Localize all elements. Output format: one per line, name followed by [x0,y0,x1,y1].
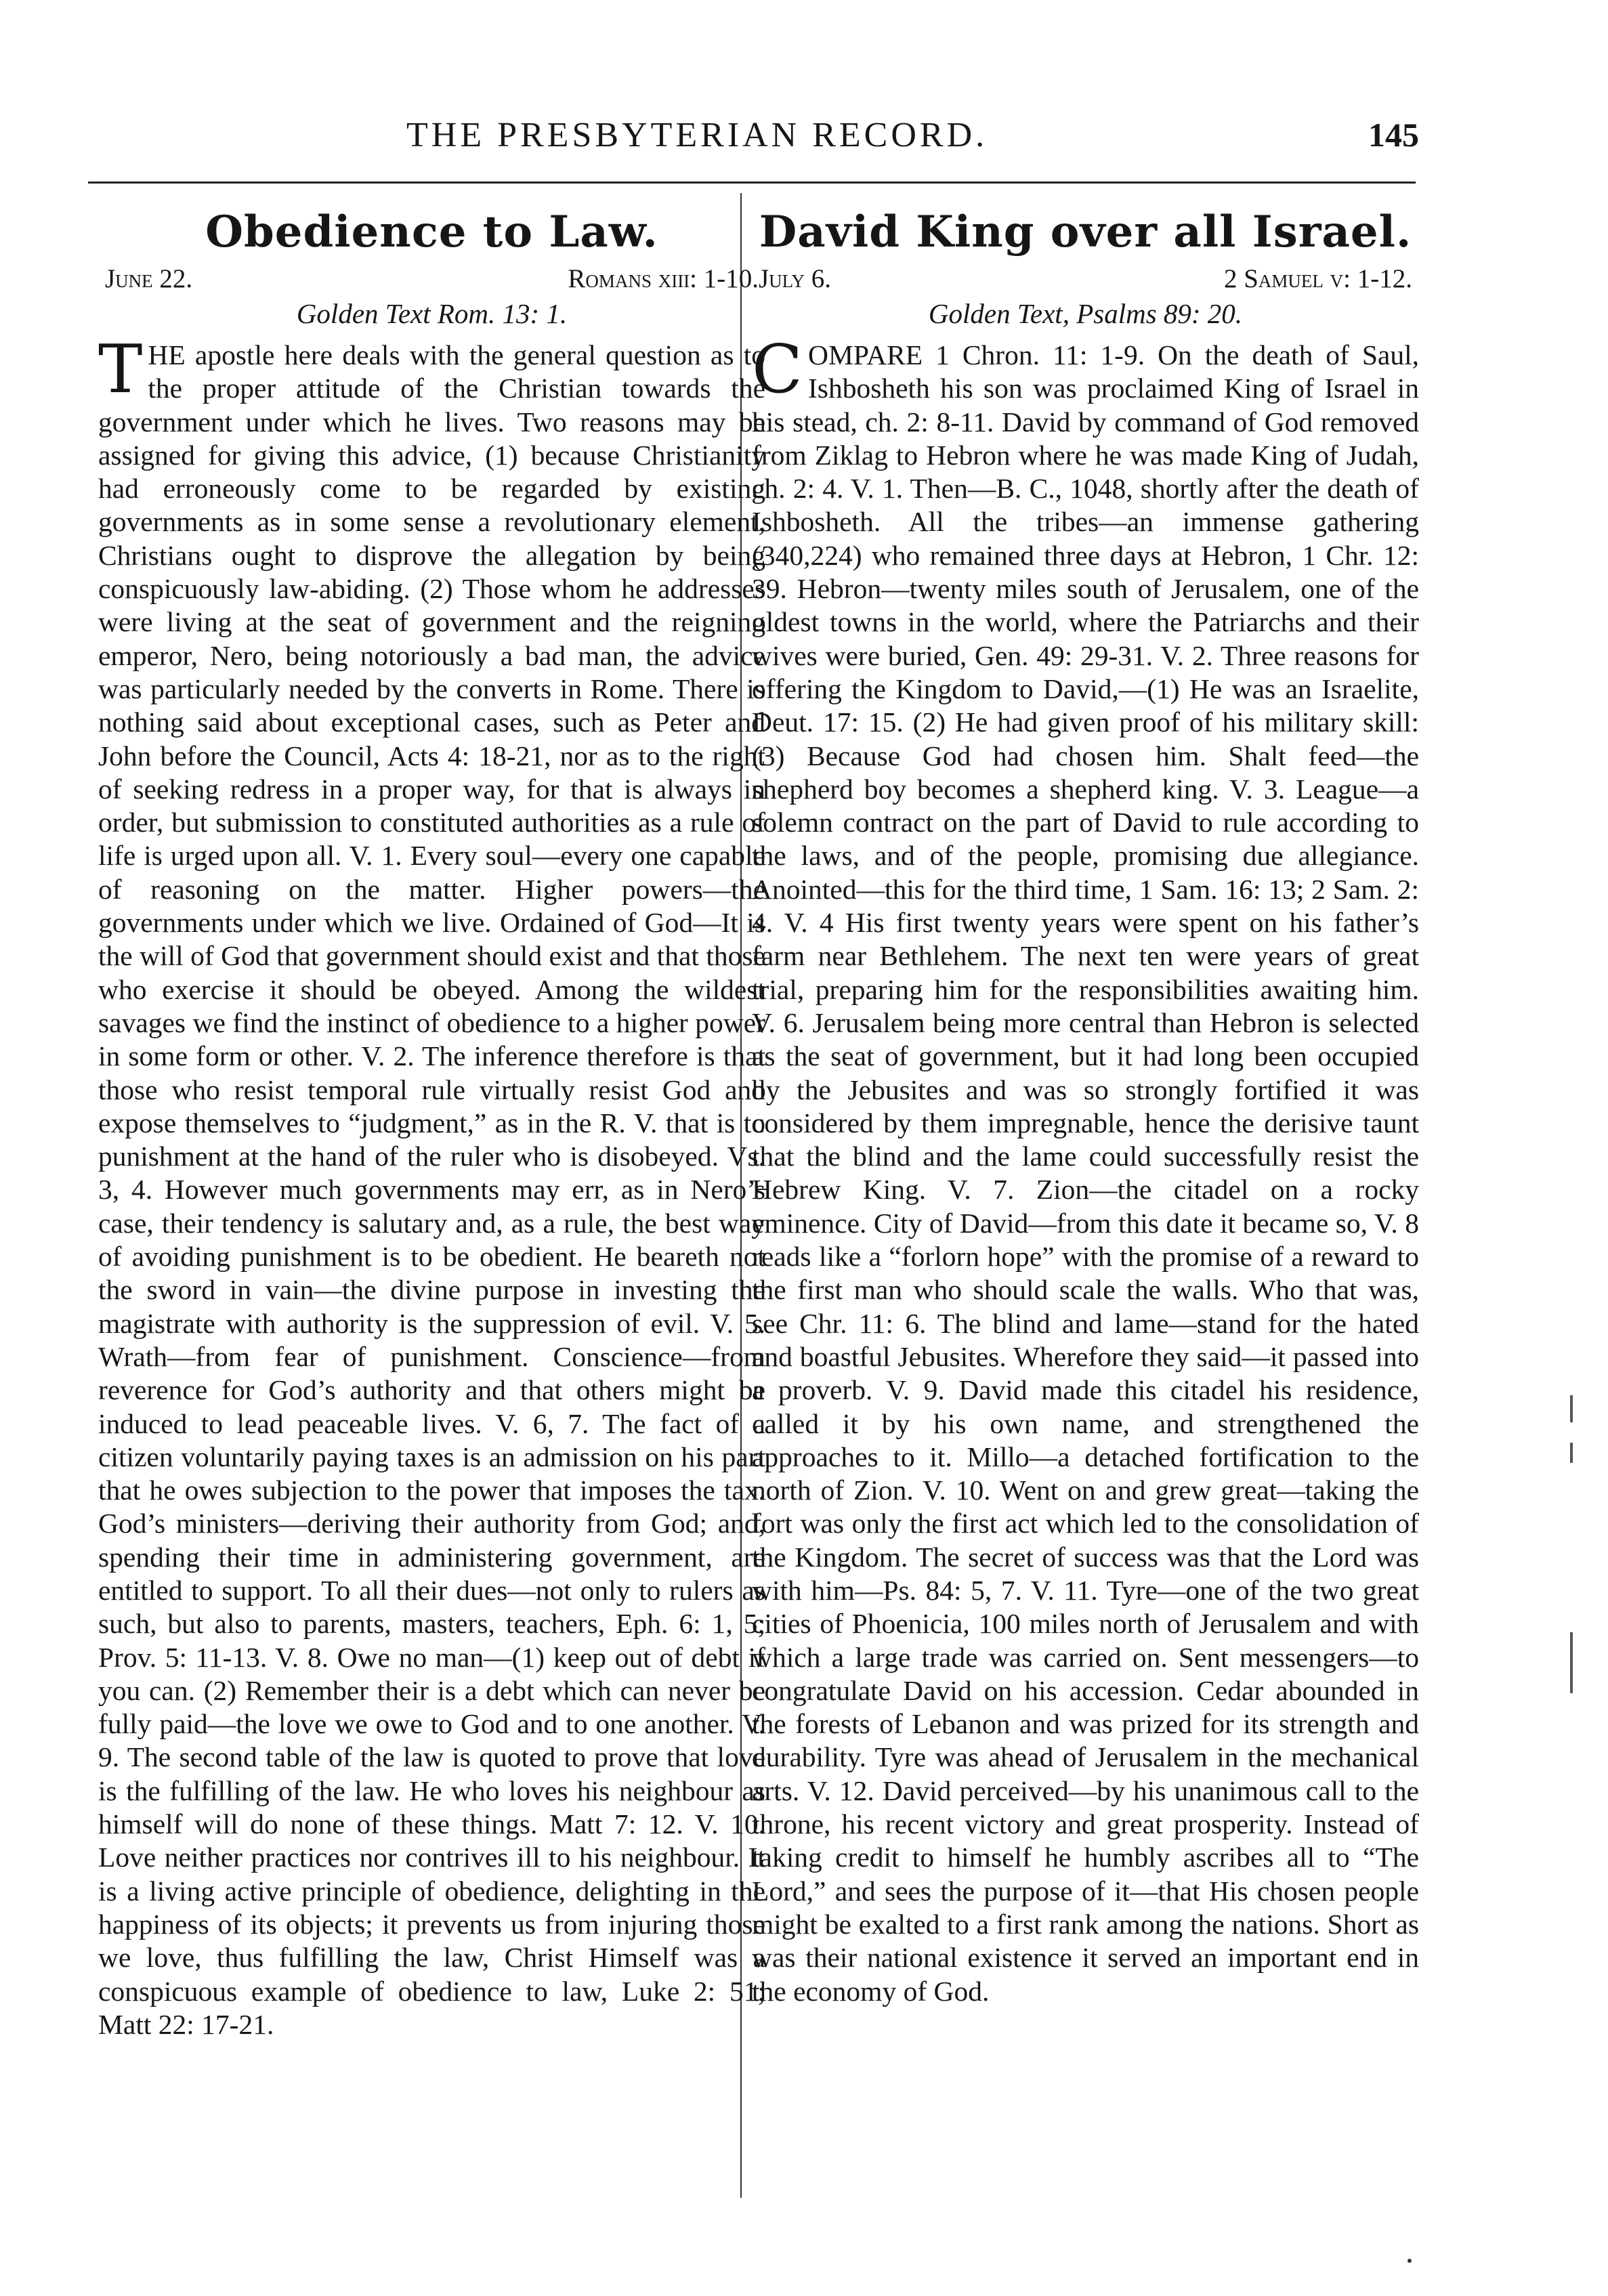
lesson-meta [752,263,1419,295]
scan-dot [1408,2259,1412,2263]
scan-mark [1570,1443,1573,1463]
scan-mark [1570,1395,1573,1422]
drop-cap: T [98,331,143,408]
lesson-body [752,331,1419,2008]
running-title: THE PRESBYTERIAN RECORD. [406,116,988,154]
lesson-reference: 2 Samuel v: 1-12. [1223,264,1412,293]
lesson-date: June 22. [105,264,193,293]
lesson-title: David King over all Israel. [759,207,1412,257]
margin-scan-marks [1565,1395,1585,1700]
lesson-reference: Romans xiii: 1-10. [568,264,759,293]
header-rule [88,182,1416,184]
lesson-date: July 6. [759,264,831,293]
scan-mark [1570,1632,1573,1693]
drop-cap: C [752,331,803,408]
lesson-title: Obedience to Law. [205,207,658,257]
lesson-column-right [752,200,1419,2238]
lesson-body [98,331,765,2041]
page-number: 145 [1368,116,1419,154]
lesson-body-text: HE apostle here deals with the general question as to the proper attitude of the Christian towards the government under which he lives. Two reasons may be assigned for giving this advice, (1) because Christianity had erroneously come to be regarded by existing governments as in some sense a revolutionary element, Christians ought to disprove the allegation by being conspicuously law-abiding. (2) Those whom he addresses were living at the seat of government and the reigning emperor, Nero, being notoriously a bad man, the advice was particularly needed by the converts in Rome. There is nothing said about exceptional cases, such as Peter and John before the Council, Acts 4: 18-21, nor as to the right of seeking redress in a proper way, for that is always in order, but submission to constituted authorities as a rule of life is urged upon all. V. 1. Every soul—every one capable of reasoning on the matter. Higher powers—the governments under which we live. Ordained of God—It is the will of God that government should exist and that those who exercise it should be obeyed. Among the wildest savages we find the instinct of obedience to a higher power in some form or other. V. 2. The inference therefore is that those who resist temporal rule virtually resist God and expose themselves to “judgment,” as in the R. V. that is to punishment at the hand of the ruler who is disobeyed. Vs. 3, 4. However much governments may err, as in Nero’s case, their tendency is salutary and, as a rule, the best way of avoiding punishment is to be obedient. He beareth not the sword in vain—the divine purpose in investing the magistrate with authority is the suppression of evil. V. 5. Wrath—from fear of punishment. Conscience—from reverence for God’s authority and that others might be induced to lead peaceable lives. V. 6, 7. The fact of a citizen voluntarily paying taxes is an admission on his part that he owes subjection to the power that imposes the tax. God’s ministers—deriving their authority from God; and, spending their time in administering government, are entitled to support. To all their dues—not only to rulers as such, but also to parents, masters, teachers, Eph. 6: 1, 5; Prov. 5: 11-13. V. 8. Owe no man—(1) keep out of debt if you can. (2) Remember their is a debt which can never be fully paid—the love we owe to God and to one another. V. 9. The second table of the law is quoted to prove that love is the fulfilling of the law. He who loves his neighbour as himself will do none of these things. Matt 7: 12. V. 10. Love neither practices nor contrives ill to his neighbour. It is a living active principle of obedience, delighting in the happiness of its objects; it prevents us from injuring those we love, thus fulfilling the law, Christ Himself was a conspicuous example of obedience to law, Luke 2: 51; Matt 22: 17-21. [98,339,765,2040]
golden-text: Golden Text, Psalms 89: 20. [928,298,1243,329]
lesson-body-text: OMPARE 1 Chron. 11: 1-9. On the death of Saul, Ishbosheth his son was proclaimed King of Israel in his stead, ch. 2: 8-11. David by command of God removed from Ziklag to Hebron where he was made King of Judah, ch. 2: 4. V. 1. Then—B. C., 1048, shortly after the death of Ishbosheth. All the tribes—an immense gathering (340,224) who remained three days at Hebron, 1 Chr. 12: 39. Hebron—twenty miles south of Jerusalem, one of the oldest towns in the world, where the Patriarchs and their wives were buried, Gen. 49: 29-31. V. 2. Three reasons for offering the Kingdom to David,—(1) He was an Israelite, Deut. 17: 15. (2) He had given proof of his military skill: (3) Because God had chosen him. Shalt feed—the shepherd boy becomes a shepherd king. V. 3. League—a solemn contract on the part of David to rule according to the laws, and of the people, promising due allegiance. Anointed—this for the third time, 1 Sam. 16: 13; 2 Sam. 2: 4. V. 4 His first twenty years were spent on his father’s farm near Bethlehem. The next ten were years of great trial, preparing him for the responsibilities awaiting him. V. 6. Jerusalem being more central than Hebron is selected as the seat of government, but it had long been occupied by the Jebusites and was so strongly fortified it was considered by them impregnable, hence the derisive taunt that the blind and the lame could successfully resist the Hebrew King. V. 7. Zion—the citadel on a rocky eminence. City of David—from this date it became so, V. 8 reads like a “forlorn hope” with the promise of a reward to the first man who should scale the walls. Who that was, see Chr. 11: 6. The blind and lame—stand for the hated and boastful Jebusites. Wherefore they said—it passed into a proverb. V. 9. David made this citadel his residence, called it by his own name, and strengthened the approaches to it. Millo—a detached fortification to the north of Zion. V. 10. Went on and grew great—taking the fort was only the first act which led to the consolidation of the Kingdom. The secret of success was that the Lord was with him—Ps. 84: 5, 7. V. 11. Tyre—one of the two great cities of Phoenicia, 100 miles north of Jerusalem and with which a large trade was carried on. Sent messengers—to congratulate David on his accession. Cedar abounded in the forests of Lebanon and was prized for its strength and durability. Tyre was ahead of Jerusalem in the mechanical arts. V. 12. David perceived—by his unanimous call to the throne, his recent victory and great prosperity. Instead of taking credit to himself he humbly ascribes all to “The Lord,” and sees the purpose of it—that His chosen people might be exalted to a first rank among the nations. Short as was their national existence it served an important end in the economy of God. [752,339,1419,2007]
page-header [0,0,1608,169]
lesson-column-left [98,200,765,2238]
lesson-meta [98,263,765,295]
golden-text: Golden Text Rom. 13: 1. [296,298,568,329]
